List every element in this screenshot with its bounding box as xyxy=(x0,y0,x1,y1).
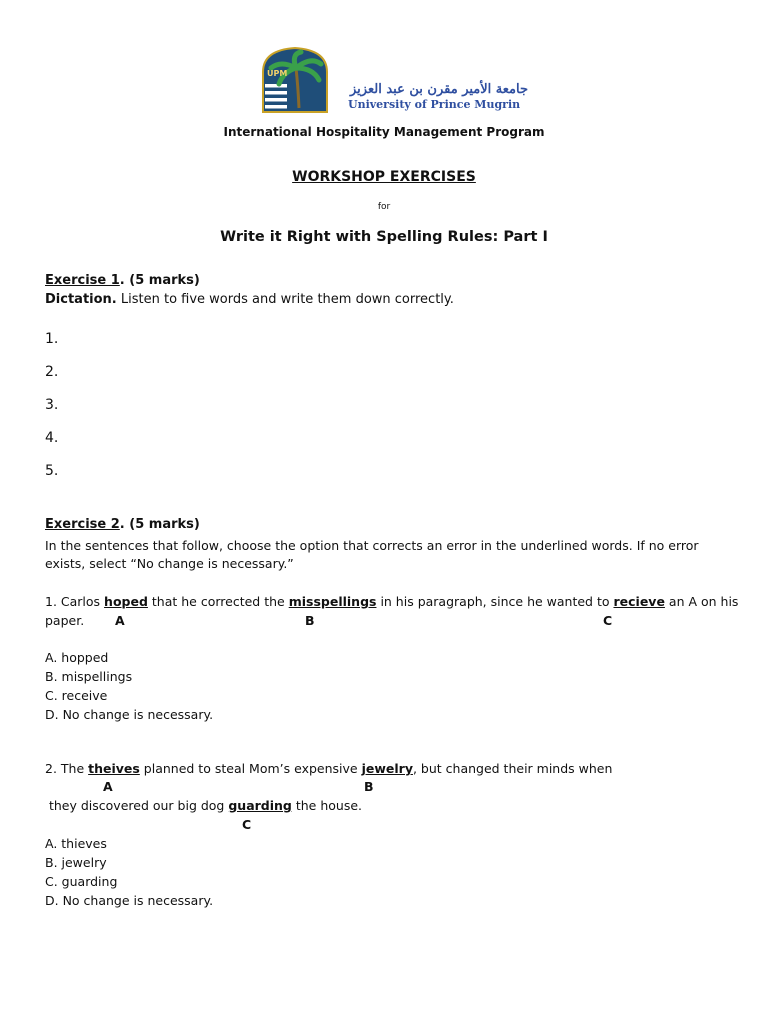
q2-text-5: the house. xyxy=(291,798,363,813)
exercise1-instruction xyxy=(45,292,454,307)
q2-text-2: planned to steal Mom’s expensive xyxy=(139,761,362,776)
q1-text-2: that he corrected the xyxy=(147,594,289,609)
q1-letter-c: C xyxy=(603,613,613,628)
question1-sentence xyxy=(45,594,738,609)
exercise2-label: Exercise 2 xyxy=(45,517,120,532)
q2-letter-a: A xyxy=(103,779,113,794)
q2-underlined-b: jewelry xyxy=(361,761,413,776)
q2-option-c: C. guarding xyxy=(45,874,118,889)
q2-underlined-a: theives xyxy=(88,761,140,776)
q1-option-c: C. receive xyxy=(45,688,108,703)
q1-text-3: in his paragraph, since he wanted to xyxy=(376,594,614,609)
dictation-text: Listen to five words and write them down correctly. xyxy=(116,292,454,307)
dictation-label: Dictation. xyxy=(45,292,117,307)
university-logo xyxy=(261,46,329,114)
q1-underlined-c: recieve xyxy=(613,594,665,609)
q2-text-3: , but changed their minds when xyxy=(412,761,613,776)
question2-sentence xyxy=(45,761,612,776)
q2-text-1: 2. The xyxy=(45,761,89,776)
q1-text-4: an A on his xyxy=(664,594,739,609)
q1-option-a: A. hopped xyxy=(45,650,109,665)
q2-option-b: B. jewelry xyxy=(45,855,107,870)
answer-number-4: 4. xyxy=(45,430,59,446)
answer-number-2: 2. xyxy=(45,364,59,380)
q2-option-d: D. No change is necessary. xyxy=(45,893,214,908)
logo-badge-text: UPM xyxy=(267,69,288,78)
q1-text-1: 1. Carlos xyxy=(45,594,105,609)
q1-letter-a: A xyxy=(115,613,125,628)
for-label: for xyxy=(377,202,391,212)
q2-text-4: they discovered our big dog xyxy=(45,798,229,813)
q2-underlined-c: guarding xyxy=(228,798,292,813)
exercise2-instruction-line1: In the sentences that follow, choose the option that corrects an error in the underlined words. If no error xyxy=(45,538,699,553)
q2-letter-b: B xyxy=(364,779,374,794)
q1-underlined-a: hoped xyxy=(104,594,148,609)
q1-underlined-b: misspellings xyxy=(288,594,377,609)
q2-letter-c: C xyxy=(242,817,252,832)
exercise1-marks: . (5 marks) xyxy=(119,273,200,288)
q1-option-b: B. mispellings xyxy=(45,669,133,684)
workshop-title: WORKSHOP EXERCISES xyxy=(292,169,476,185)
q1-letter-b: B xyxy=(305,613,315,628)
q2-option-a: A. thieves xyxy=(45,836,107,851)
question2-sentence-line2 xyxy=(45,798,362,813)
university-name-arabic: جامعة الأمير مقرن بن عبد العزيز xyxy=(350,82,529,97)
program-name: International Hospitality Management Program xyxy=(223,125,545,139)
q1-sentence-line2: paper. xyxy=(45,613,85,628)
exercise2-marks: . (5 marks) xyxy=(119,517,200,532)
exercise1-heading xyxy=(45,273,200,288)
q1-option-d: D. No change is necessary. xyxy=(45,707,214,722)
exercise2-heading xyxy=(45,517,200,532)
answer-number-1: 1. xyxy=(45,331,59,347)
university-name-english: University of Prince Mugrin xyxy=(348,98,521,111)
answer-number-3: 3. xyxy=(45,397,59,413)
answer-number-5: 5. xyxy=(45,463,59,479)
exercise1-label: Exercise 1 xyxy=(45,273,120,288)
document-title: Write it Right with Spelling Rules: Part I xyxy=(220,229,548,245)
exercise2-instruction-line2: exists, select “No change is necessary.” xyxy=(45,556,294,571)
